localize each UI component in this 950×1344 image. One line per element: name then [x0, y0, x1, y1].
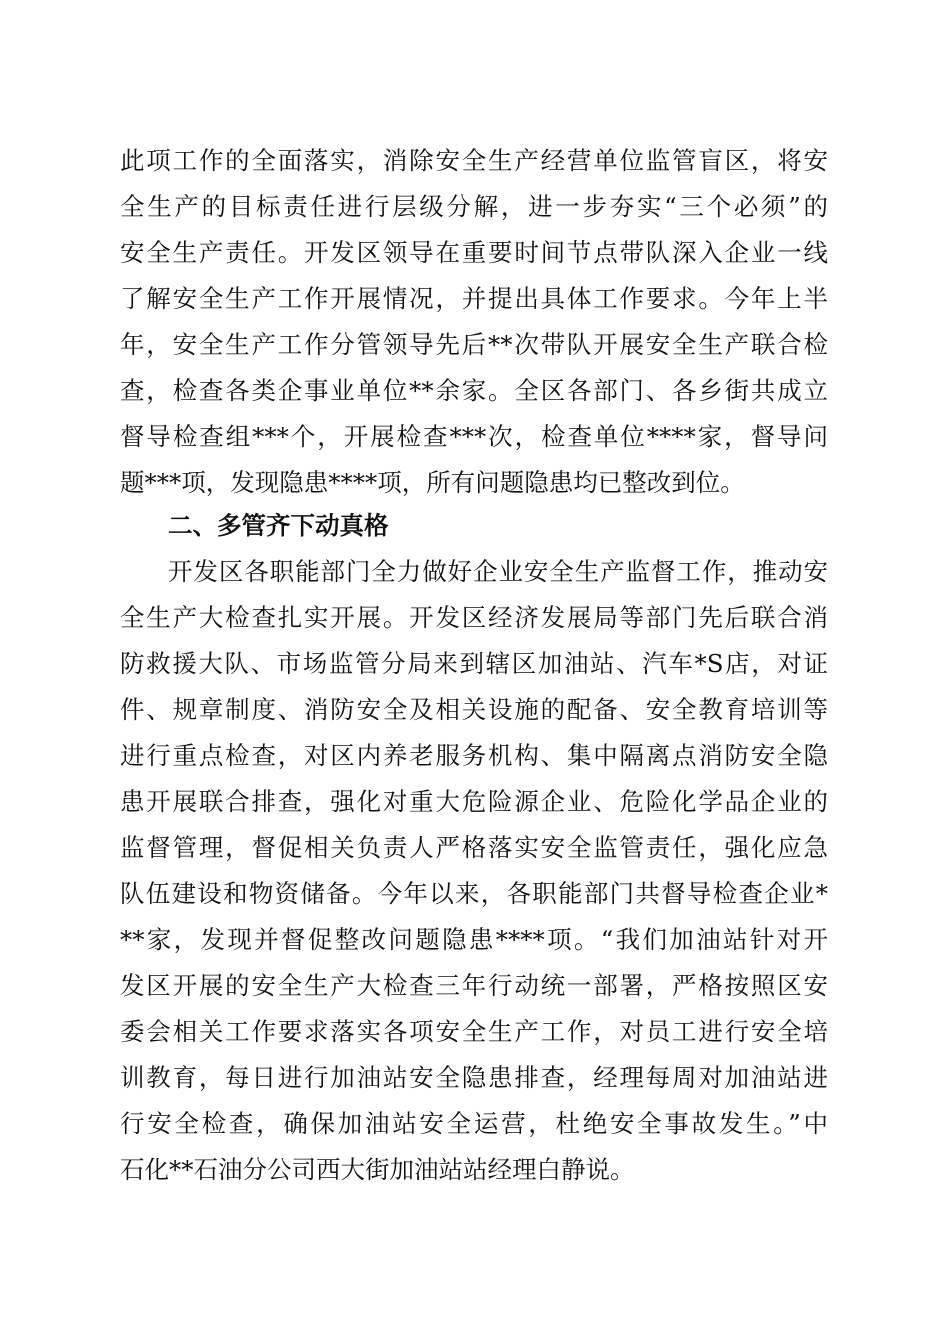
paragraph-2-line-7: 监督管理，督促相关负责人严格落实安全监管责任，强化应急: [120, 833, 828, 862]
paragraph-1-line-8: 题***项，发现隐患****项，所有问题隐患均已整改到位。: [120, 468, 745, 497]
paragraph-2-line-12: 训教育，每日进行加油站安全隐患排查，经理每周对加油站进: [120, 1063, 828, 1092]
paragraph-2-line-4: 件、规章制度、消防安全及相关设施的配备、安全教育培训等: [120, 695, 828, 724]
paragraph-2-line-8: 队伍建设和物资储备。今年以来，各职能部门共督导检查企业*: [120, 879, 828, 908]
paragraph-1-line-5: 年，安全生产工作分管领导先后**次带队开展安全生产联合检: [120, 330, 828, 359]
paragraph-2-line-6: 患开展联合排查，强化对重大危险源企业、危险化学品企业的: [120, 787, 828, 816]
paragraph-1-line-6: 查，检查各类企事业单位**余家。全区各部门、各乡街共成立: [120, 376, 828, 405]
section-heading: 二、多管齐下动真格: [168, 511, 389, 540]
paragraph-2-line-13: 行安全检查，确保加油站安全运营，杜绝安全事故发生。”中: [120, 1109, 828, 1138]
paragraph-2-line-3: 防救援大队、市场监管分局来到辖区加油站、汽车*S店，对证: [120, 649, 828, 678]
paragraph-2-line-1: 开发区各职能部门全力做好企业安全生产监督工作，推动安: [168, 557, 828, 586]
paragraph-2-line-11: 委会相关工作要求落实各项安全生产工作，对员工进行安全培: [120, 1017, 828, 1046]
paragraph-1-line-2: 全生产的目标责任进行层级分解，进一步夯实“三个必须”的: [120, 192, 828, 221]
paragraph-2-line-9: **家，发现并督促整改问题隐患****项。“我们加油站针对开: [120, 925, 828, 954]
paragraph-2-line-5: 进行重点检查，对区内养老服务机构、集中隔离点消防安全隐: [120, 741, 828, 770]
paragraph-2-line-10: 发区开展的安全生产大检查三年行动统一部署，严格按照区安: [120, 971, 828, 1000]
paragraph-1-line-1: 此项工作的全面落实，消除安全生产经营单位监管盲区，将安: [120, 146, 828, 175]
paragraph-2-line-2: 全生产大检查扎实开展。开发区经济发展局等部门先后联合消: [120, 603, 828, 632]
paragraph-1-line-7: 督导检查组***个，开展检查***次，检查单位****家，督导问: [120, 422, 828, 451]
paragraph-1-line-4: 了解安全生产工作开展情况，并提出具体工作要求。今年上半: [120, 284, 828, 313]
paragraph-2-line-14: 石化**石油分公司西大街加油站站经理白静说。: [120, 1155, 635, 1184]
paragraph-1-line-3: 安全生产责任。开发区领导在重要时间节点带队深入企业一线: [120, 238, 828, 267]
